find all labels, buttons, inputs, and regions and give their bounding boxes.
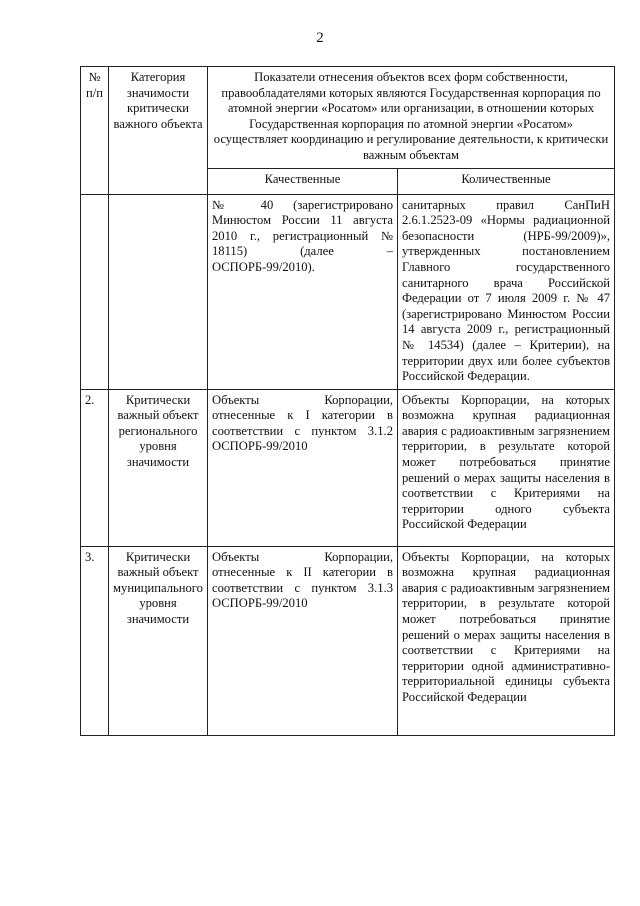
header-indicators-label: Показатели отнесения объектов всех форм собственности, правообладателями которых являются Государственная корпорация по атомной энергии «Росатом» или организации, в отношении которых Государственная корпорация по атомной энергии «Росатом» осуществляет координацию и регулирование деятельности, к критически важным объектам bbox=[213, 70, 609, 162]
table-row bbox=[81, 194, 615, 389]
row-number: 3. bbox=[81, 546, 109, 735]
row-quantitative: Объекты Корпорации, на которых возможна крупная радиационная авария с радиоактивным загрязнением территории, в результате которой может потребоваться принятие решений о мерах защиты населения в соответствии с Критериями на территории одного субъекта Российской Федерации bbox=[398, 389, 615, 546]
criteria-table bbox=[80, 66, 615, 736]
row-number: 2. bbox=[81, 389, 109, 546]
table-row bbox=[81, 389, 615, 546]
header-quantitative-label: Количественные bbox=[461, 171, 551, 186]
row-category: Критически важный объект муниципального уровня значимости bbox=[109, 546, 208, 735]
table-row bbox=[81, 546, 615, 735]
header-quantitative-cell bbox=[398, 168, 615, 194]
page-number: 2 bbox=[316, 30, 324, 46]
row-quantitative: Объекты Корпорации, на которых возможна крупная радиационная авария с радиоактивным загрязнением территории, в результате которой может потребоваться принятие решений о мерах защиты населения в соответствии с Критериями на территории одной административно-территориальной единицы субъекта Российской Федерации bbox=[398, 546, 615, 735]
header-number-label: № п/п bbox=[86, 70, 103, 100]
header-indicators-cell bbox=[208, 67, 615, 169]
row-category bbox=[109, 194, 208, 389]
header-qualitative-label: Качественные bbox=[264, 171, 341, 186]
row-qualitative: Объекты Корпорации, отнесенные к II категории в соответствии с пунктом 3.1.3 ОСПОРБ-99/2010 bbox=[208, 546, 398, 735]
header-category-label: Категория значимости критически важного объекта bbox=[113, 70, 203, 131]
header-qualitative-cell bbox=[208, 168, 398, 194]
table-header-row bbox=[81, 67, 615, 169]
row-qualitative: № 40 (зарегистрировано Минюстом России 11 августа 2010 г., регистрационный № 18115) (далее – ОСПОРБ-99/2010). bbox=[208, 194, 398, 389]
row-category: Критически важный объект регионального уровня значимости bbox=[109, 389, 208, 546]
header-category-cell bbox=[109, 67, 208, 195]
row-qualitative: Объекты Корпорации, отнесенные к I категории в соответствии с пунктом 3.1.2 ОСПОРБ-99/2010 bbox=[208, 389, 398, 546]
row-quantitative: санитарных правил СанПиН 2.6.1.2523-09 «Нормы радиационной безопасности (НРБ-99/2009)», утвержденных постановлением Главного государственного санитарного врача Российской Федерации от 7 июля 2009 г. № 47 (зарегистрировано Минюстом России 14 августа 2009 г., регистрационный № 14534) (далее – Критерии), на территории двух или более субъектов Российской Федерации. bbox=[398, 194, 615, 389]
row-number bbox=[81, 194, 109, 389]
header-number-cell bbox=[81, 67, 109, 195]
